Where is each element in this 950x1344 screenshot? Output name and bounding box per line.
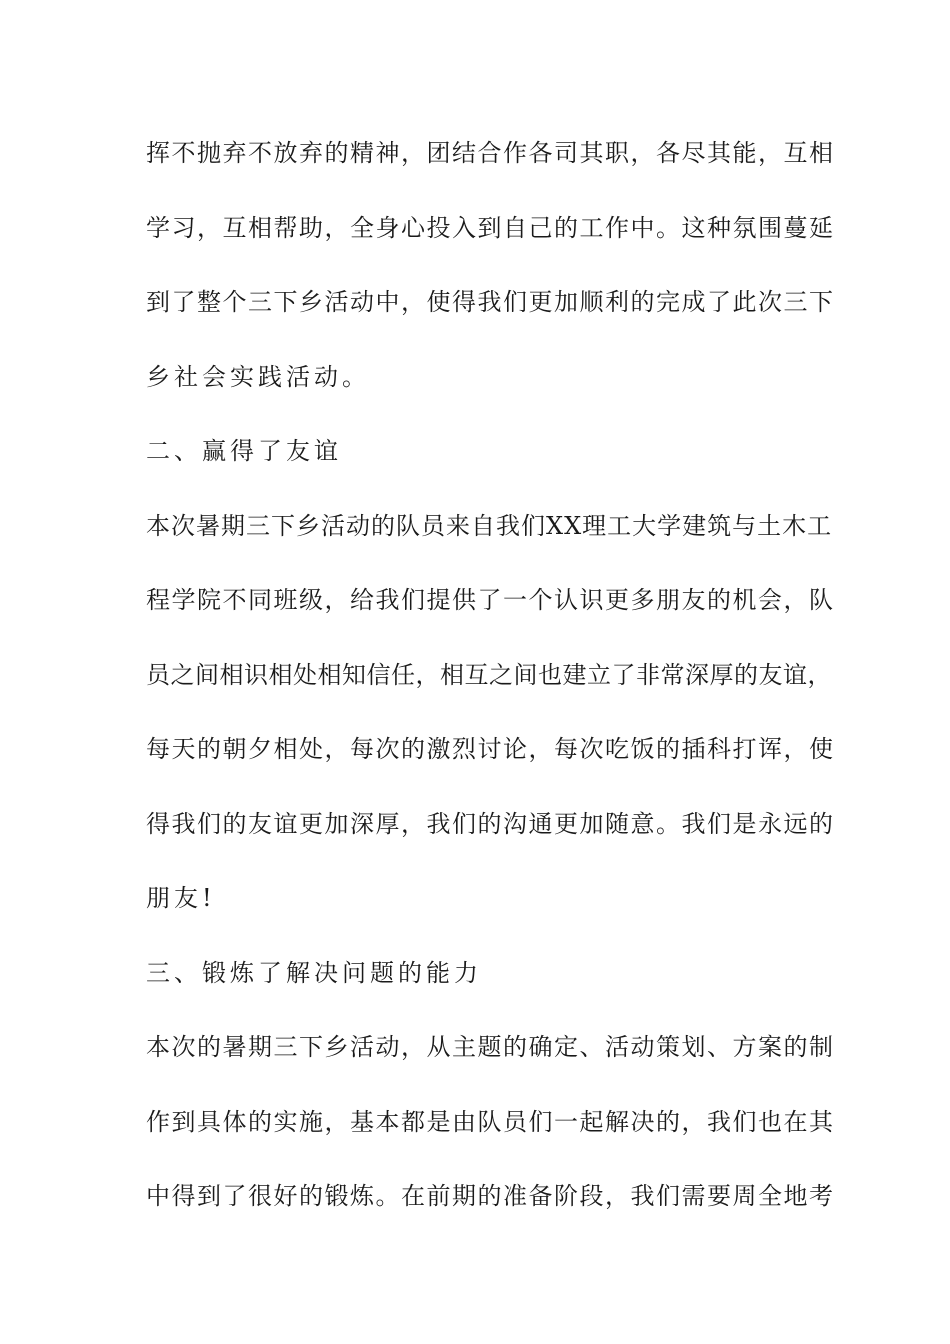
paragraph-line: 作到具体的实施，基本都是由队员们一起解决的，我们也在其	[146, 1107, 835, 1136]
paragraph-line: 得我们的友谊更加深厚，我们的沟通更加随意。我们是永远的	[146, 809, 835, 838]
paragraph-line: 程学院不同班级，给我们提供了一个认识更多朋友的机会，队	[146, 586, 835, 614]
paragraph-line: 员之间相识相处相知信任，相互之间也建立了非常深厚的友谊，	[146, 660, 832, 689]
paragraph-line: 挥不抛弃不放弃的精神，团结合作各司其职，各尽其能，互相	[146, 139, 835, 167]
paragraph-line: 到了整个三下乡活动中，使得我们更加顺利的完成了此次三下	[146, 288, 835, 316]
paragraph-line: 乡社会实践活动。	[146, 362, 370, 391]
paragraph-line: 本次的暑期三下乡活动，从主题的确定、活动策划、方案的制	[146, 1033, 835, 1061]
paragraph-line: 朋友!	[146, 884, 216, 912]
paragraph-line: 每天的朝夕相处，每次的激烈讨论，每次吃饭的插科打诨，使	[146, 735, 835, 763]
section-heading: 三、锻炼了解决问题的能力	[146, 958, 482, 987]
section-heading: 二、赢得了友谊	[146, 437, 342, 465]
paragraph-line: 本次暑期三下乡活动的队员来自我们XX理工大学建筑与土木工	[146, 511, 833, 540]
body-text	[146, 128, 836, 1246]
paragraph-line: 学习，互相帮助，全身心投入到自己的工作中。这种氛围蔓延	[146, 213, 835, 242]
paragraph-line: 中得到了很好的锻炼。在前期的准备阶段，我们需要周全地考	[146, 1182, 835, 1210]
